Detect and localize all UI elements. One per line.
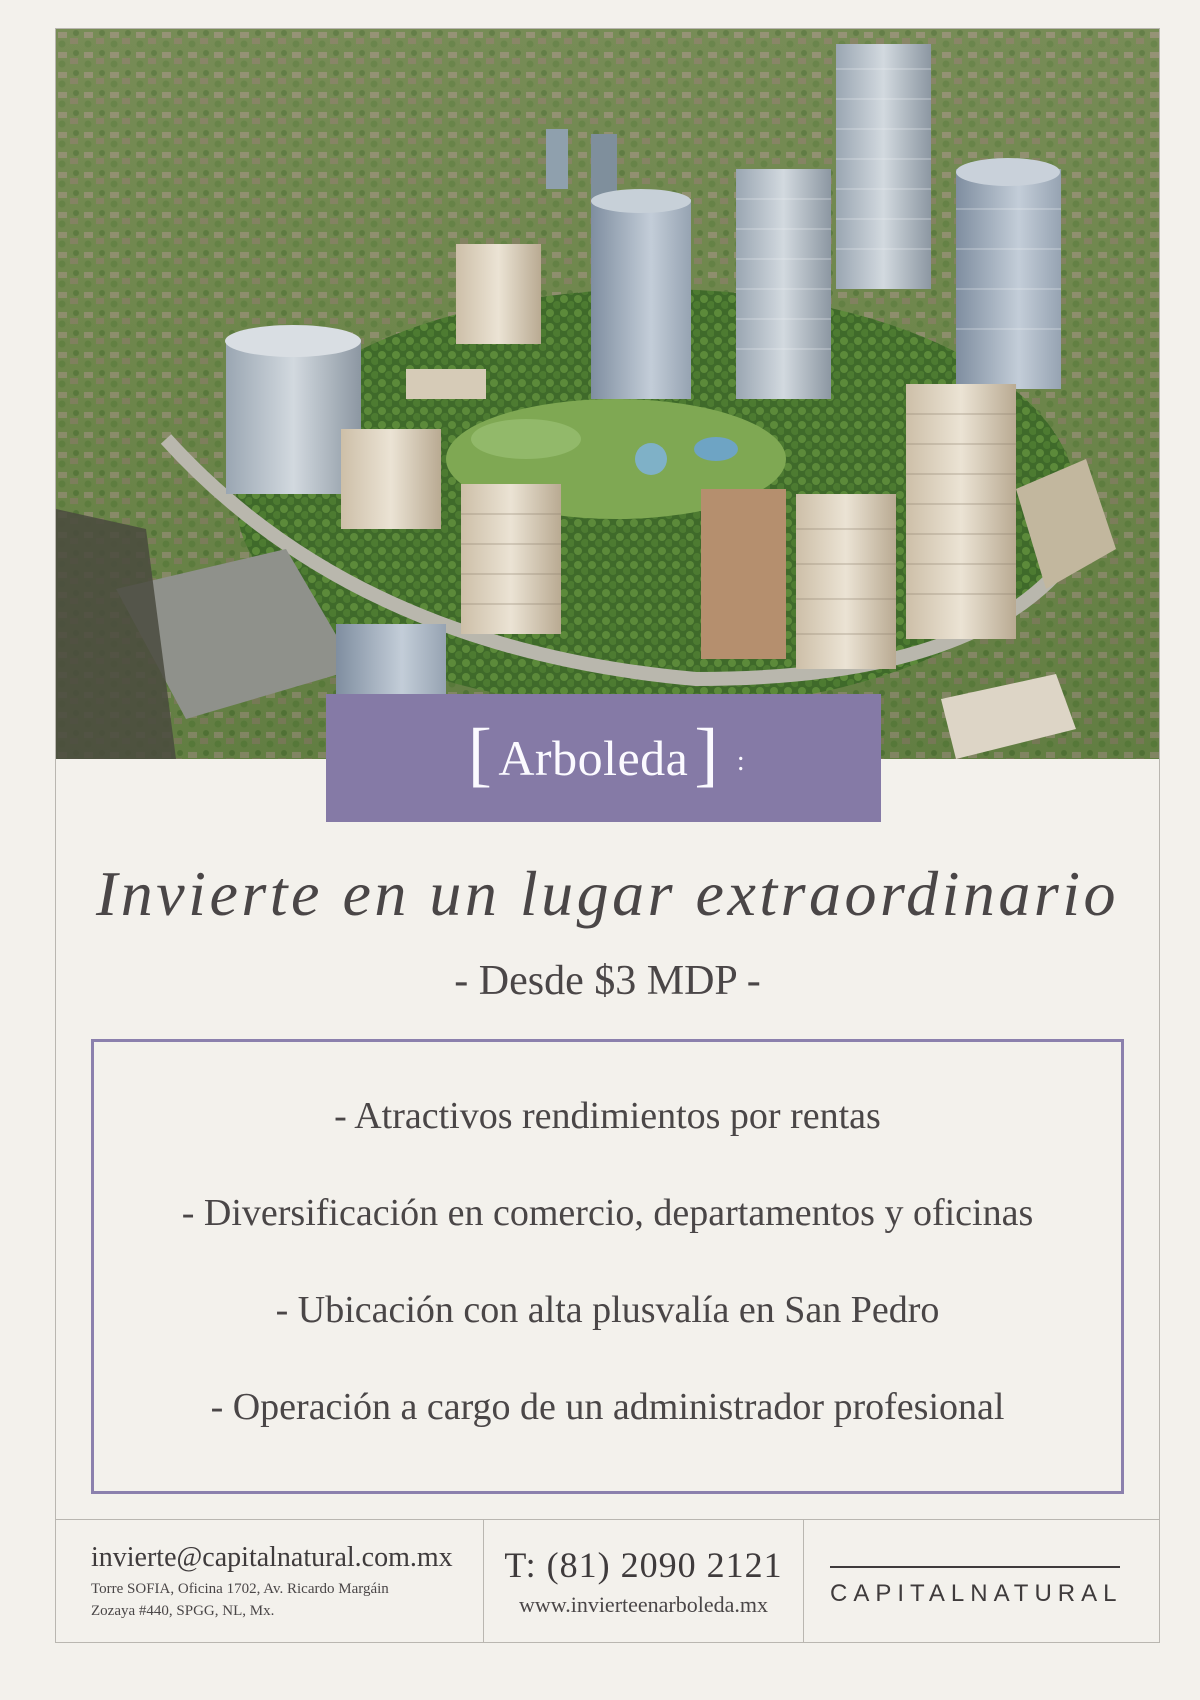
contact-column (56, 1520, 484, 1643)
aerial-development-render (56, 29, 1159, 759)
banner-brand-name: Arboleda (498, 730, 689, 786)
logo-text: CAPITALNATURAL (830, 1580, 1123, 1607)
website-link[interactable]: www.invierteenarboleda.mx (518, 1592, 769, 1617)
contact-email[interactable]: invierte@capitalnatural.com.mx (91, 1542, 453, 1573)
price-subhead: - Desde $3 MDP - (454, 958, 761, 1004)
feature-item: - Operación a cargo de un administrador profesional (210, 1386, 1005, 1428)
banner-colon: : (736, 746, 746, 777)
phone-column (484, 1520, 804, 1643)
phone-number[interactable]: T: (81) 2090 2121 (504, 1545, 783, 1585)
feature-item: - Ubicación con alta plusvalía en San Pedro (275, 1289, 940, 1331)
logo-rule (830, 1566, 1120, 1568)
advertisement-page (55, 28, 1160, 1643)
feature-item: - Diversificación en comercio, departamentos y oficinas (181, 1192, 1034, 1234)
features-box (91, 1039, 1124, 1494)
address-line: Torre SOFIA, Oficina 1702, Av. Ricardo Margáin (91, 1581, 389, 1597)
banner-bracket-open: [ (467, 713, 493, 794)
aerial-city-illustration (56, 29, 1159, 759)
banner-bracket-close: ] (694, 713, 719, 794)
feature-item: - Atractivos rendimientos por rentas (334, 1095, 881, 1137)
footer (56, 1519, 1159, 1644)
capital-natural-logo (804, 1520, 1159, 1643)
address-line: Zozaya #440, SPGG, NL, Mx. (91, 1603, 275, 1619)
headline: Invierte en un lugar extraordinario (95, 858, 1120, 929)
address (91, 1578, 483, 1622)
arboleda-brand-banner (326, 694, 881, 822)
